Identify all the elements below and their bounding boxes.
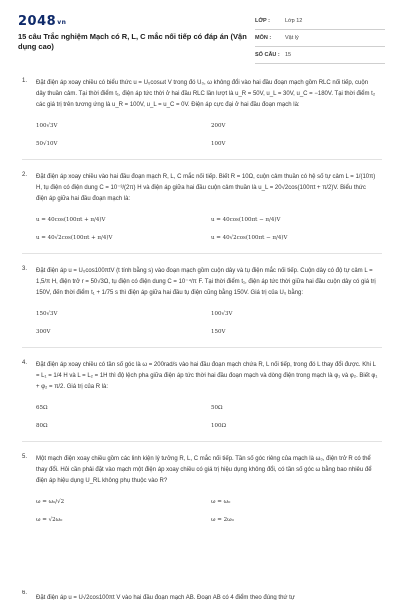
option-b[interactable]: 100√3V — [211, 311, 233, 317]
page-title: 15 câu Trắc nghiệm Mạch có R, L, C mắc nối tiếp có đáp án (Vận dụng cao) — [18, 32, 247, 51]
option-d[interactable]: 150V — [211, 329, 226, 335]
site-logo[interactable]: 2048vn — [18, 14, 67, 29]
meta-subject — [255, 30, 385, 47]
answer-options — [36, 405, 378, 429]
option-b[interactable]: ω = ω₀ — [211, 499, 231, 505]
option-c[interactable]: 300V — [36, 329, 51, 335]
option-d[interactable]: u = 40√2cos(100πt − π/4)V — [211, 235, 288, 241]
option-b[interactable]: 50Ω — [211, 405, 223, 411]
question-text: Đặt điện áp xoay chiều có biểu thức u = U₀cosωt V trong đó U₀, ω không đổi vào hai đầu đoạn mạch gồm RLC nối tiếp, cuộn dây thuần cảm. Tại thời điểm t₁, điện áp tức thời ở hai đầu RLC lần lượt là u_R = 50V, u_L = 30V, u_C = −180V. Tại thời điểm t₂ các giá trị trên tương ứng là u_R = 100V, u_L = u_C = 0V. Điện áp cực đại ở hai đầu đoạn mạch là: — [36, 80, 376, 108]
question-number: 3. — [22, 266, 28, 272]
answer-options — [36, 311, 378, 335]
divider — [22, 159, 382, 160]
question-text: Đặt điện áp u = U√2cos100πt V vào hai đầu đoạn mạch AB. Đoạn AB có 4 điểm theo đúng thứ tự — [36, 595, 295, 600]
answer-options — [36, 217, 378, 241]
question-3 — [0, 266, 400, 335]
option-d[interactable]: 100Ω — [211, 423, 227, 429]
question-number: 4. — [22, 360, 28, 366]
meta-value: Lớp 12 — [285, 18, 303, 24]
meta-value: Vật lý — [285, 35, 299, 41]
question-text: Đặt điện áp xoay chiều vào hai đầu đoạn mạch R, L, C mắc nối tiếp. Biết R = 10Ω, cuộn cảm thuần có hệ số tự cảm L = 1/(10π) H, tụ điện có điện dung C = 10⁻³/(2π) H và điện áp giữa hai đầu cuộn cảm thuần là u_L = 20√2cos(100πt + π/2)V. Biểu thức điện áp giữa hai đầu đoạn mạch là: — [36, 174, 376, 202]
meta-label: SỐ CÂU : — [255, 52, 280, 58]
divider — [22, 253, 382, 254]
meta-grade — [255, 13, 385, 30]
question-text: Đặt điện áp xoay chiều có tần số góc là ω = 200rad/s vào hai đầu đoạn mạch chứa R, L nối tiếp, trong đó L thay đổi được. Khi L = L₁ = 1/4 H và L = L₂ = 1H thì độ lệch pha giữa điện áp tức thời hai đầu đoạn mạch và dòng điện trong mạch là φ₁ và φ₂. Biết φ₁ + φ₂ = π/2. Giá trị của R là: — [36, 362, 378, 390]
answer-options — [36, 499, 378, 523]
option-c[interactable]: 50√10V — [36, 141, 58, 147]
question-6-partial — [0, 590, 400, 600]
question-number: 6. — [22, 590, 28, 596]
question-4 — [0, 360, 400, 429]
question-number: 5. — [22, 454, 28, 460]
option-b[interactable]: 200V — [211, 123, 226, 129]
meta-label: LỚP : — [255, 18, 270, 24]
question-text: Một mạch điện xoay chiều gồm các linh kiện lý tưởng R, L, C mắc nối tiếp. Tần số góc riêng của mạch là ω₀, điện trở R có thể thay đổi. Hỏi cần phải đặt vào mạch một điện áp xoay chiều có giá trị hiệu dụng không đổi, có tần số góc ω bằng bao nhiêu để điện áp hiệu dụng U_RL không phụ thuộc vào R? — [36, 456, 372, 484]
question-list — [0, 78, 400, 523]
meta-label: MÔN : — [255, 35, 272, 41]
meta-value: 15 — [285, 52, 292, 58]
option-c[interactable]: ω = √2ω₀ — [36, 517, 63, 523]
option-c[interactable]: 80Ω — [36, 423, 48, 429]
option-d[interactable]: 100V — [211, 141, 226, 147]
option-a[interactable]: 65Ω — [36, 405, 48, 411]
question-number: 1. — [22, 78, 28, 84]
option-b[interactable]: u = 40cos(100πt − π/4)V — [211, 217, 281, 223]
question-number: 2. — [22, 172, 28, 178]
question-2 — [0, 172, 400, 241]
option-a[interactable]: 100√3V — [36, 123, 58, 129]
option-a[interactable]: 150√3V — [36, 311, 58, 317]
meta-count — [255, 47, 385, 64]
quiz-meta — [255, 13, 385, 64]
option-a[interactable]: ω = ω₀/√2 — [36, 499, 65, 505]
divider — [22, 347, 382, 348]
option-a[interactable]: u = 40cos(100πt + π/4)V — [36, 217, 106, 223]
option-d[interactable]: ω = 2ω₀ — [211, 517, 234, 523]
option-c[interactable]: u = 40√2cos(100πt + π/4)V — [36, 235, 113, 241]
question-1 — [0, 78, 400, 147]
answer-options — [36, 123, 378, 147]
page-header — [0, 0, 400, 62]
divider — [22, 441, 382, 442]
question-5 — [0, 454, 400, 523]
question-text: Đặt điện áp u = U₀cos100πtV (t tính bằng s) vào đoạn mạch gồm cuộn dây và tụ điện mắc nối tiếp. Cuộn dây có độ tự cảm L = 1,5/π H, điện trở r = 50√3Ω, tụ điện có điện dung C = 10⁻⁴/π F. Tại thời điểm t₁, điện áp tức thời giữa hai đầu cuộn dây có giá trị 150V, đến thời điểm t₁ + 1/75 s thì điện áp giữa hai đầu tụ điện cũng bằng 150V. Giá trị của U₀ bằng: — [36, 268, 376, 296]
